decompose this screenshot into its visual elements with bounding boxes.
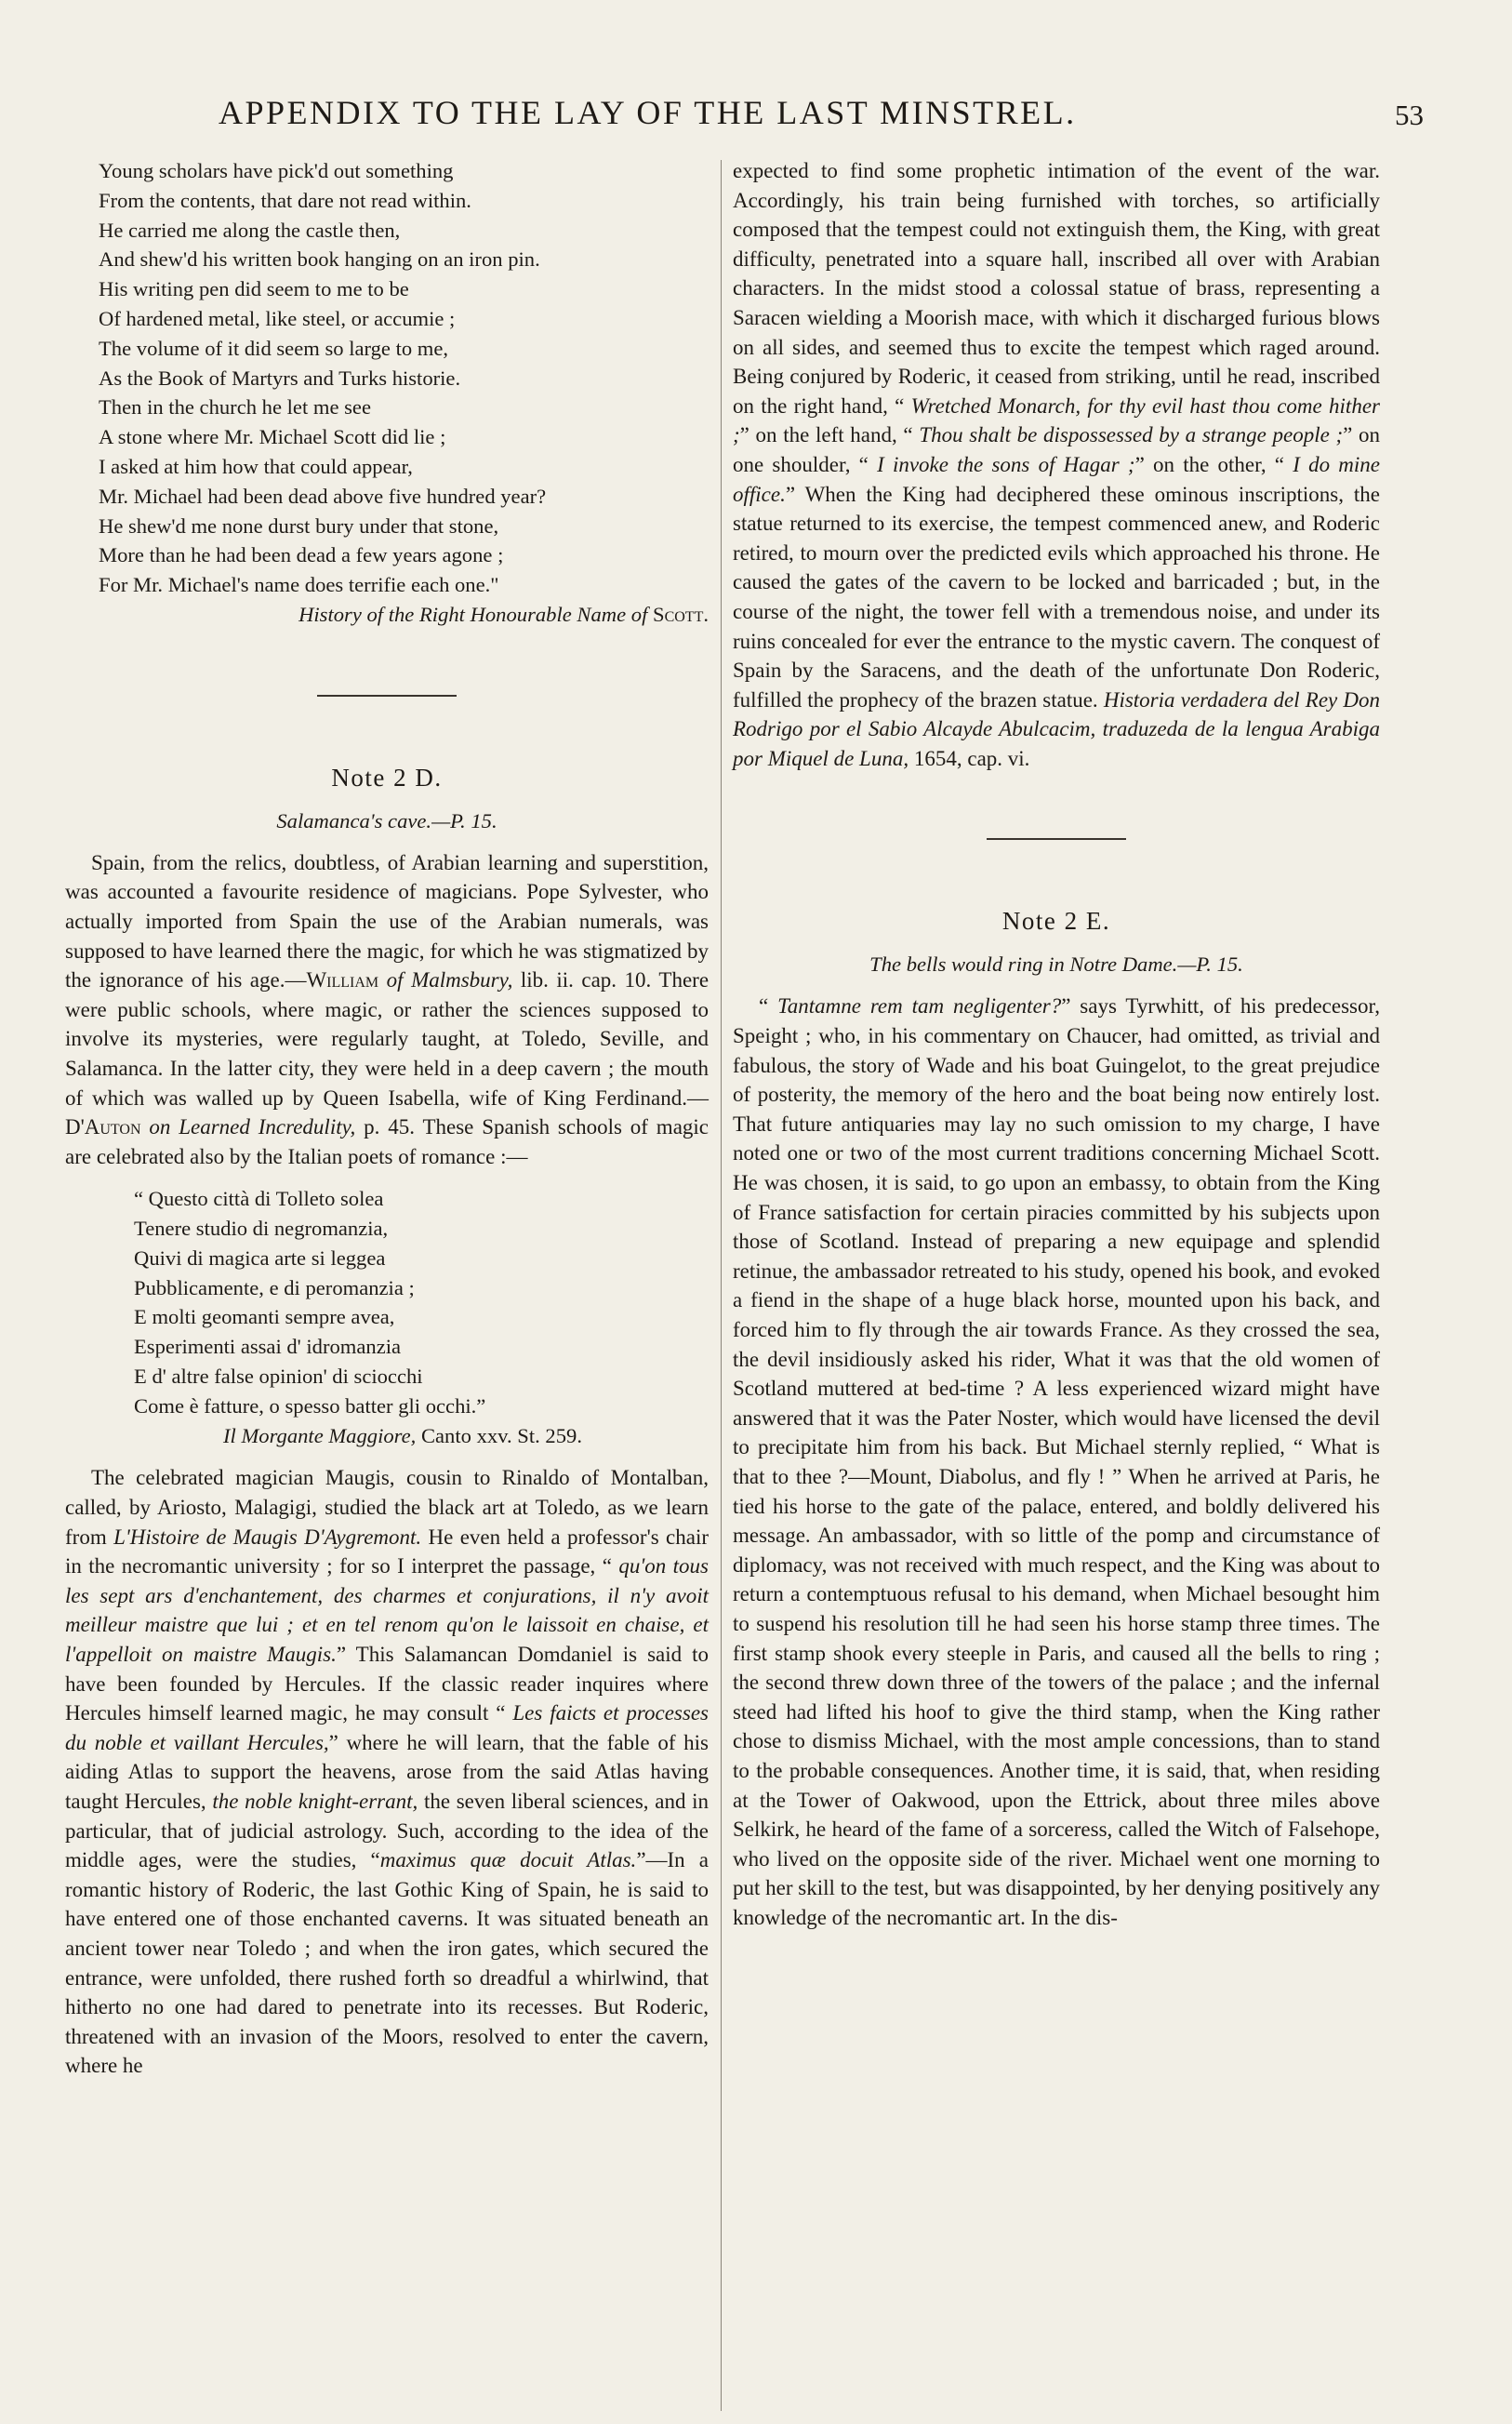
section-rule (987, 838, 1126, 840)
verse-line: Then in the church he let me see (99, 395, 371, 420)
verse-line: As the Book of Martyrs and Turks historie. (99, 366, 461, 390)
verse-line: Tenere studio di negromanzia, (134, 1217, 389, 1241)
note-2d-title: Note 2 D. (331, 763, 443, 792)
attribution-canto: Canto xxv. St. 259. (420, 1423, 582, 1447)
attribution-title: History of the Right Honourable Name of (298, 602, 648, 626)
verse-line: A stone where Mr. Michael Scott did lie ; (99, 425, 446, 449)
verse-line: His writing pen did seem to me to be (99, 277, 409, 301)
verse-line: Quivi di magica arte si leggea (134, 1245, 386, 1270)
verse-line: E d' altre false opinion' di sciocchi (134, 1365, 423, 1389)
verse-line: And shew'd his written book hanging on an iron pin. (99, 247, 540, 272)
paragraph-roderic-cavern: expected to find some prophetic intimation of the event of the war. Accordingly, his train being furnished with torches, so artificially composed that the tempest could not extinguish them, the King, with great difficulty, penetrated into a square hall, inscribed all over with Arabian characters. In the midst stood a colossal statue of brass, representing a Saracen wielding a Moorish mace, with which it discharged furious blows on all sides, and seemed thus to excite the tempest which raged around. Being conjured by Roderic, it ceased from striking, until he read, inscribed on the right hand, “ Wretched Monarch, for thy evil hast thou come hither ;” on the left hand, “ Thou shalt be dispossessed by a strange people ;” on one shoulder, “ I invoke the sons of Hagar ;” on the other, “ I do mine office.” When the King had deciphered these ominous inscriptions, the statue returned to its exercise, the tempest commenced anew, and Roderic retired, to mourn over the predicted evils which approached his throne. He caused the gates of the cavern to be locked and barricaded ; but, in the course of the night, the tower fell with a tremendous noise, and under its ruins concealed for ever the entrance to the mystic cavern. The conquest of Spain by the Saracens, and the death of the unfortunate Don Roderic, fulfilled the prophecy of the brazen statue. Historia verdadera del Rey Don Rodrigo por el Sabio Alcayde Abulcacim, traduzeda de la lengua Arabiga por Miquel de Luna, 1654, cap. vi. (733, 159, 1381, 770)
paragraph-maugis: The celebrated magician Maugis, cousin to Rinaldo of Montalban, called, by Ariosto, Malagigi, studied the black art at Toledo, as we learn from L'Histoire de Maugis D'Aygremont. He even held a professor's chair in the necromantic university ; for so I interpret the passage, “ qu'on tous les sept ars d'enchantement, des charmes et conjurations, il n'y avoit meilleur maistre que lui ; et en tel renom qu'on le laissoit en chaise, et l'appelloit on maistre Maugis.” This Salamancan Domdaniel is said to have been founded by Hercules. If the classic reader inquires where Hercules himself learned magic, he may consult “ Les faicts et processes du noble et vaillant Hercules,” where he will learn, that the fable of his aiding Atlas to support the heavens, arose from the said Atlas having taught Hercules, the noble knight-errant, the seven liberal sciences, and in particular, that of judicial astrology. Such, according to the idea of the middle ages, were the studies, “maximus quæ docuit Atlas.”—In a romantic history of Roderic, the last Gothic King of Spain, he is said to have entered one of those enchanted caverns. It was situated beneath an ancient tower near Toledo ; and when the iron gates, which secured the entrance, were unfolded, there rushed forth so dreadful a whirlwind, that hitherto no one had dared to penetrate into its recesses. But Roderic, threatened with an invasion of the Moors, resolved to enter the cavern, where he (65, 1466, 710, 2078)
verse-line: He carried me along the castle then, (99, 218, 401, 242)
paragraph-michael-scott: “ Tantamne rem tam negligenter?” says Tyrwhitt, of his predecessor, Speight ; who, in his commentary on Chaucer, had omitted, as trivial and fabulous, the story of Wade and his boat Guingelot, to the great prejudice of posterity, the memory of the hero and the boat being now entirely lost. That future antiquaries may lay no such omission to my charge, I have noted one or two of the most current traditions concerning Michael Scott. He was chosen, it is said, to go upon an embassy, to obtain from the King of France satisfaction for certain piracies committed by his subjects upon those of Scotland. Instead of preparing a new equipage and splendid retinue, the ambassador retreated to his study, opened his book, and evoked a fiend in the shape of a huge black horse, mounted upon his back, and forced him to fly through the air towards France. As they crossed the sea, the devil insidiously asked his rider, What it was that the old women of Scotland muttered at bed-time ? A less experienced wizard might have answered that it was the Pater Noster, which would have licensed the devil to precipitate him from his back. But Michael sternly replied, “ What is that to thee ?—Mount, Diabolus, and fly ! ” When he arrived at Paris, he tied his horse to the gate of the palace, entered, and boldly delivered his message. An ambassador, with so little of the pomp and circumstance of diplomacy, was not received with much respect, and the King was about to return a contemptuous refusal to his demand, when Michael besought him to suspend his resolution till he had seen his horse stamp three times. The first stamp shook every steeple in Paris, and caused all the bells to ring ; the second threw down three of the towers of the palace ; and the infernal steed had lifted his hoof to give the third stamp, when the King rather chose to dismiss Michael, with the most ample concessions, than to stand to the probable consequences. Another time, it is said, that, when residing at the Tower of Oakwood, upon the Ettrick, about three miles above Selkirk, he heard of the fame of a sorceress, called the Witch of Falsehope, who lived on the opposite side of the river. Michael went one morning to put her skill to the test, but was disappointed, by her denying positively any knowledge of the necromantic art. In the dis- (733, 994, 1380, 1929)
note-2d-reference: Salamanca's cave.—P. 15. (276, 808, 497, 832)
left-column (65, 156, 709, 2081)
running-header (0, 93, 1512, 149)
italian-verse (65, 1184, 709, 1420)
page-number: 53 (1395, 99, 1424, 131)
verse-line: Esperimenti assai d' idromanzia (134, 1335, 402, 1359)
verse-line: Come è fatture, o spesso batter gli occhi.” (134, 1393, 486, 1418)
verse-line: The volume of it did seem so large to me, (99, 336, 449, 360)
italian-attribution (65, 1421, 709, 1451)
verse-line: He shew'd me none durst bury under that stone, (99, 513, 499, 538)
attribution-name: Scott. (653, 602, 709, 626)
verse-line: Mr. Michael had been dead above five hundred year? (99, 484, 547, 508)
verse-attribution (65, 600, 709, 630)
section-rule (317, 695, 457, 697)
scots-verse (65, 156, 709, 600)
column-divider (721, 160, 722, 2411)
note-2e-reference: The bells would ring in Notre Dame.—P. 15. (869, 952, 1243, 977)
verse-line: E molti geomanti sempre avea, (134, 1305, 395, 1329)
verse-line: Young scholars have pick'd out something (99, 159, 454, 182)
running-title: APPENDIX TO THE LAY OF THE LAST MINSTREL. (219, 94, 1077, 131)
verse-line: More than he had been dead a few years agone ; (99, 543, 504, 567)
note-2e-title: Note 2 E. (1001, 907, 1111, 936)
verse-line: Of hardened metal, like steel, or accumie ; (99, 306, 456, 330)
verse-line: I asked at him how that could appear, (99, 454, 413, 478)
verse-line: “ Questo città di Tolleto solea (134, 1187, 384, 1211)
paragraph-spain-schools: Spain, from the relics, doubtless, of Arabian learning and superstition, was accounted a favourite residence of magicians. Pope Sylvester, who actually imported from Spain the use of the Arabian numerals, was supposed to have learned there the magic, for which he was stigmatized by the ignorance of his age.—William of Malmsbury, lib. ii. cap. 10. There were public schools, where magic, or rather the sciences supposed to involve its mysteries, were regularly taught, at Toledo, Seville, and Salamanca. In the latter city, they were held in a deep cavern ; the mouth of which was walled up by Queen Isabella, wife of King Ferdinand.—D'Auton on Learned Incredulity, p. 45. These Spanish schools of magic are celebrated also by the Italian poets of romance :— (65, 850, 710, 1168)
attribution-title: Il Morgante Maggiore, (223, 1423, 417, 1447)
verse-line: From the contents, that dare not read within. (99, 188, 471, 212)
verse-line: Pubblicamente, e di peromanzia ; (134, 1275, 415, 1299)
right-column (733, 156, 1380, 1932)
verse-line: For Mr. Michael's name does terrifie each one." (99, 573, 499, 597)
